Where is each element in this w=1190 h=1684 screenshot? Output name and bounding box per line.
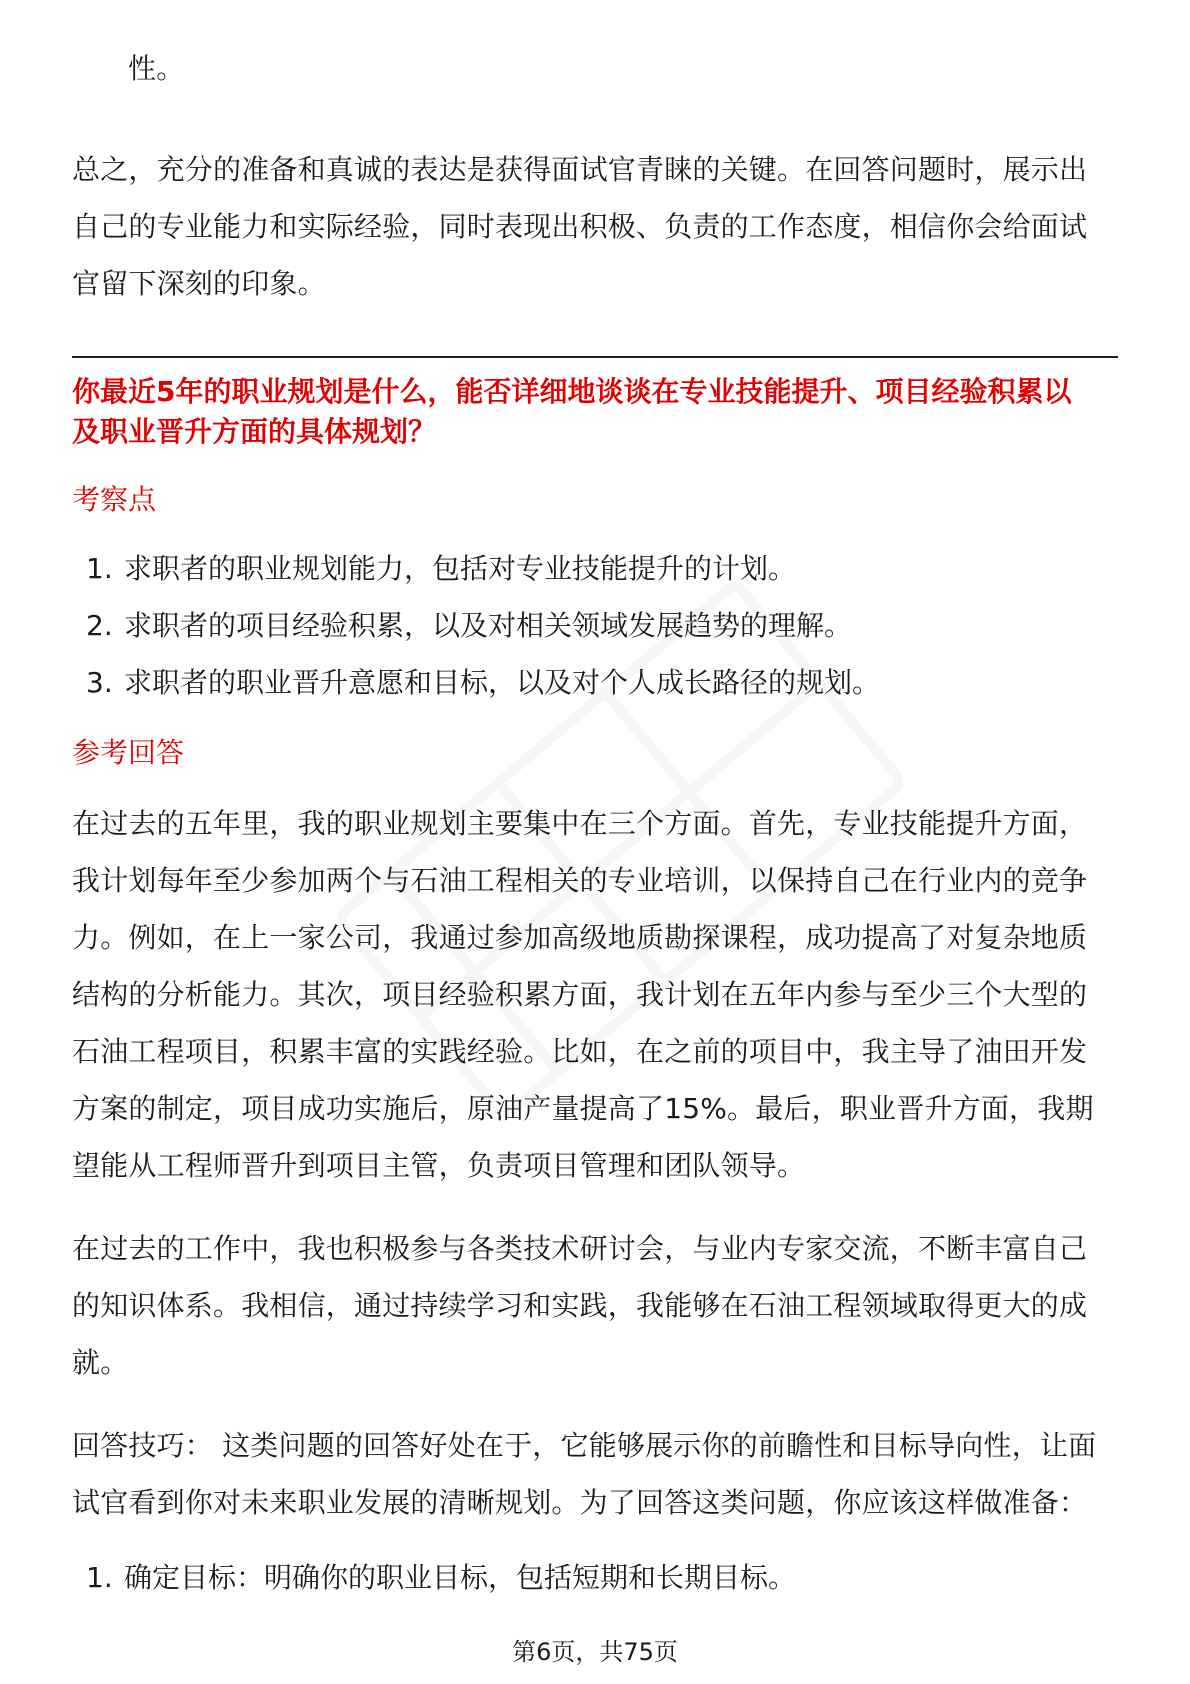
answer-paragraph-1 (72, 795, 1118, 1194)
answer-title: 参考回答 (72, 736, 185, 769)
answer-paragraph-2 (72, 1220, 1118, 1391)
answer-line: 结构的分析能力。其次，项目经验积累方面，我计划在五年内参与至少三个大型的 (72, 978, 1088, 1011)
list-item (72, 540, 1118, 597)
list-item (72, 597, 1118, 654)
summary-line: 自己的专业能力和实际经验，同时表现出积极、负责的工作态度，相信你会给面试 (72, 210, 1088, 243)
question-line: 及职业晋升方面的具体规划？ (72, 415, 437, 448)
list-item-text: 求职者的项目经验积累，以及对相关领域发展趋势的理解。 (124, 609, 853, 642)
section-divider (72, 356, 1118, 358)
tips-line: 回答技巧： 这类问题的回答好处在于，它能够展示你的前瞻性和目标导向性，让面 (72, 1429, 1097, 1462)
list-item-number: 1. (86, 552, 113, 585)
list-item-text: 确定目标：明确你的职业目标，包括短期和长期目标。 (124, 1561, 797, 1594)
list-item-number: 3. (86, 666, 113, 699)
list-item-text: 求职者的职业规划能力，包括对专业技能提升的计划。 (124, 552, 797, 585)
answer-line: 石油工程项目，积累丰富的实践经验。比如，在之前的项目中，我主导了油田开发 (72, 1035, 1088, 1068)
answer-line: 在过去的工作中，我也积极参与各类技术研讨会，与业内专家交流，不断丰富自己 (72, 1232, 1088, 1265)
summary-paragraph (72, 141, 1118, 312)
answer-line: 在过去的五年里，我的职业规划主要集中在三个方面。首先，专业技能提升方面， (72, 807, 1088, 840)
list-item (72, 654, 1118, 711)
answer-line: 就。 (72, 1346, 129, 1379)
tips-paragraph (72, 1417, 1118, 1531)
focus-title: 考察点 (72, 483, 157, 516)
list-item (72, 1549, 1118, 1606)
page-footer: 第6页，共75页 (512, 1638, 678, 1666)
answer-line: 望能从工程师晋升到项目主管，负责项目管理和团队领导。 (72, 1149, 806, 1182)
answer-line: 我计划每年至少参加两个与石油工程相关的专业培训，以保持自己在行业内的竞争 (72, 864, 1088, 897)
summary-line: 官留下深刻的印象。 (72, 267, 326, 300)
answer-line: 方案的制定，项目成功实施后，原油产量提高了15%。最后，职业晋升方面，我期 (72, 1092, 1094, 1125)
summary-line: 总之，充分的准备和真诚的表达是获得面试官青睐的关键。在回答问题时，展示出 (72, 153, 1088, 186)
question-heading (72, 372, 1118, 452)
list-item-number: 1. (86, 1561, 113, 1594)
list-item-text: 求职者的职业晋升意愿和目标，以及对个人成长路径的规划。 (124, 666, 881, 699)
intro-tail-text: 性。 (128, 52, 185, 85)
answer-line: 的知识体系。我相信，通过持续学习和实践，我能够在石油工程领域取得更大的成 (72, 1289, 1088, 1322)
question-line: 你最近5年的职业规划是什么，能否详细地谈谈在专业技能提升、项目经验积累以 (72, 375, 1072, 408)
list-item-number: 2. (86, 609, 113, 642)
focus-list (72, 540, 1118, 711)
tips-list (72, 1549, 1118, 1606)
main-content (72, 40, 1118, 1606)
answer-line: 力。例如，在上一家公司，我通过参加高级地质勘探课程，成功提高了对复杂地质 (72, 921, 1088, 954)
tips-line: 试官看到你对未来职业发展的清晰规划。为了回答这类问题，你应该这样做准备： (72, 1486, 1088, 1519)
